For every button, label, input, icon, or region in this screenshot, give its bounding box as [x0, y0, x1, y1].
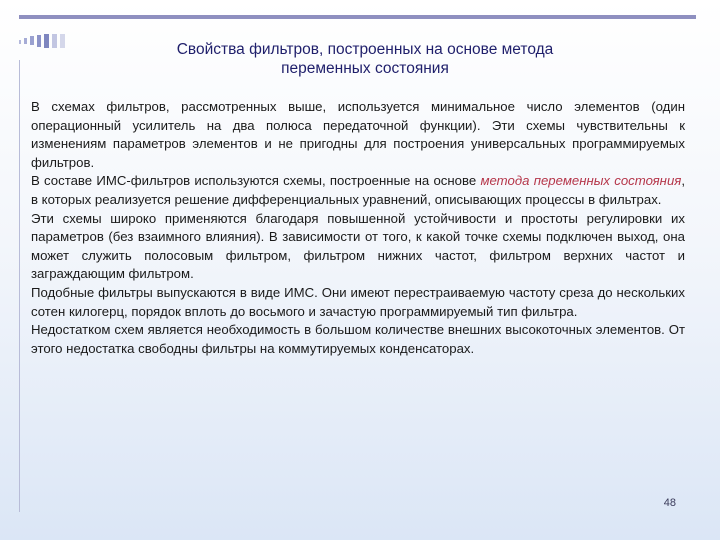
title-line-1: Свойства фильтров, построенных на основе метода: [176, 41, 554, 58]
page-number: 48: [663, 497, 676, 509]
paragraph-2: [31, 172, 685, 209]
slide-body: [31, 98, 685, 358]
title-line-2: переменных состояния: [281, 60, 449, 77]
paragraph-4: Подобные фильтры выпускаются в виде ИМС. Они имеют перестраиваемую частоту среза до нескольких сотен килогерц, порядок вплоть до восьмого и зачастую программируемый тип фильтра.: [31, 284, 685, 319]
paragraph-3: Эти схемы широко применяются благодаря повышенной устойчивости и простоты регулировки их параметров (без взаимного влияния). В зависимости от того, к какой точке схемы подключен выход, она может служить полосовым фильтром, фильтром нижних частот, фильтром верхних частот и заграждающим фильтром.: [31, 210, 685, 282]
paragraph-5: Недостатком схем является необходимость в большом количестве внешних высокоточных элементов. От этого недостатка свободны фильтры на коммутируемых конденсаторах.: [31, 322, 685, 356]
paragraph-2-end: , в которых реализуется решение дифференциальных уравнений, описывающих процессы в фильтрах.: [31, 173, 685, 207]
paragraph-1: В схемах фильтров, рассмотренных выше, используется минимальное число элементов (один операционный усилитель на два полюса передаточной функции). Эти схемы чувствительны к изменениям параметров элементов и не пригодны для построения универсальных программируемых фильтров.: [31, 99, 685, 170]
highlighted-term: метода переменных состояния: [480, 173, 682, 189]
slide-title: [100, 40, 630, 78]
left-divider: [19, 60, 20, 512]
top-divider: [19, 15, 696, 19]
paragraph-2-start: В составе ИМС-фильтров используются схемы, построенные на основе: [31, 173, 481, 189]
